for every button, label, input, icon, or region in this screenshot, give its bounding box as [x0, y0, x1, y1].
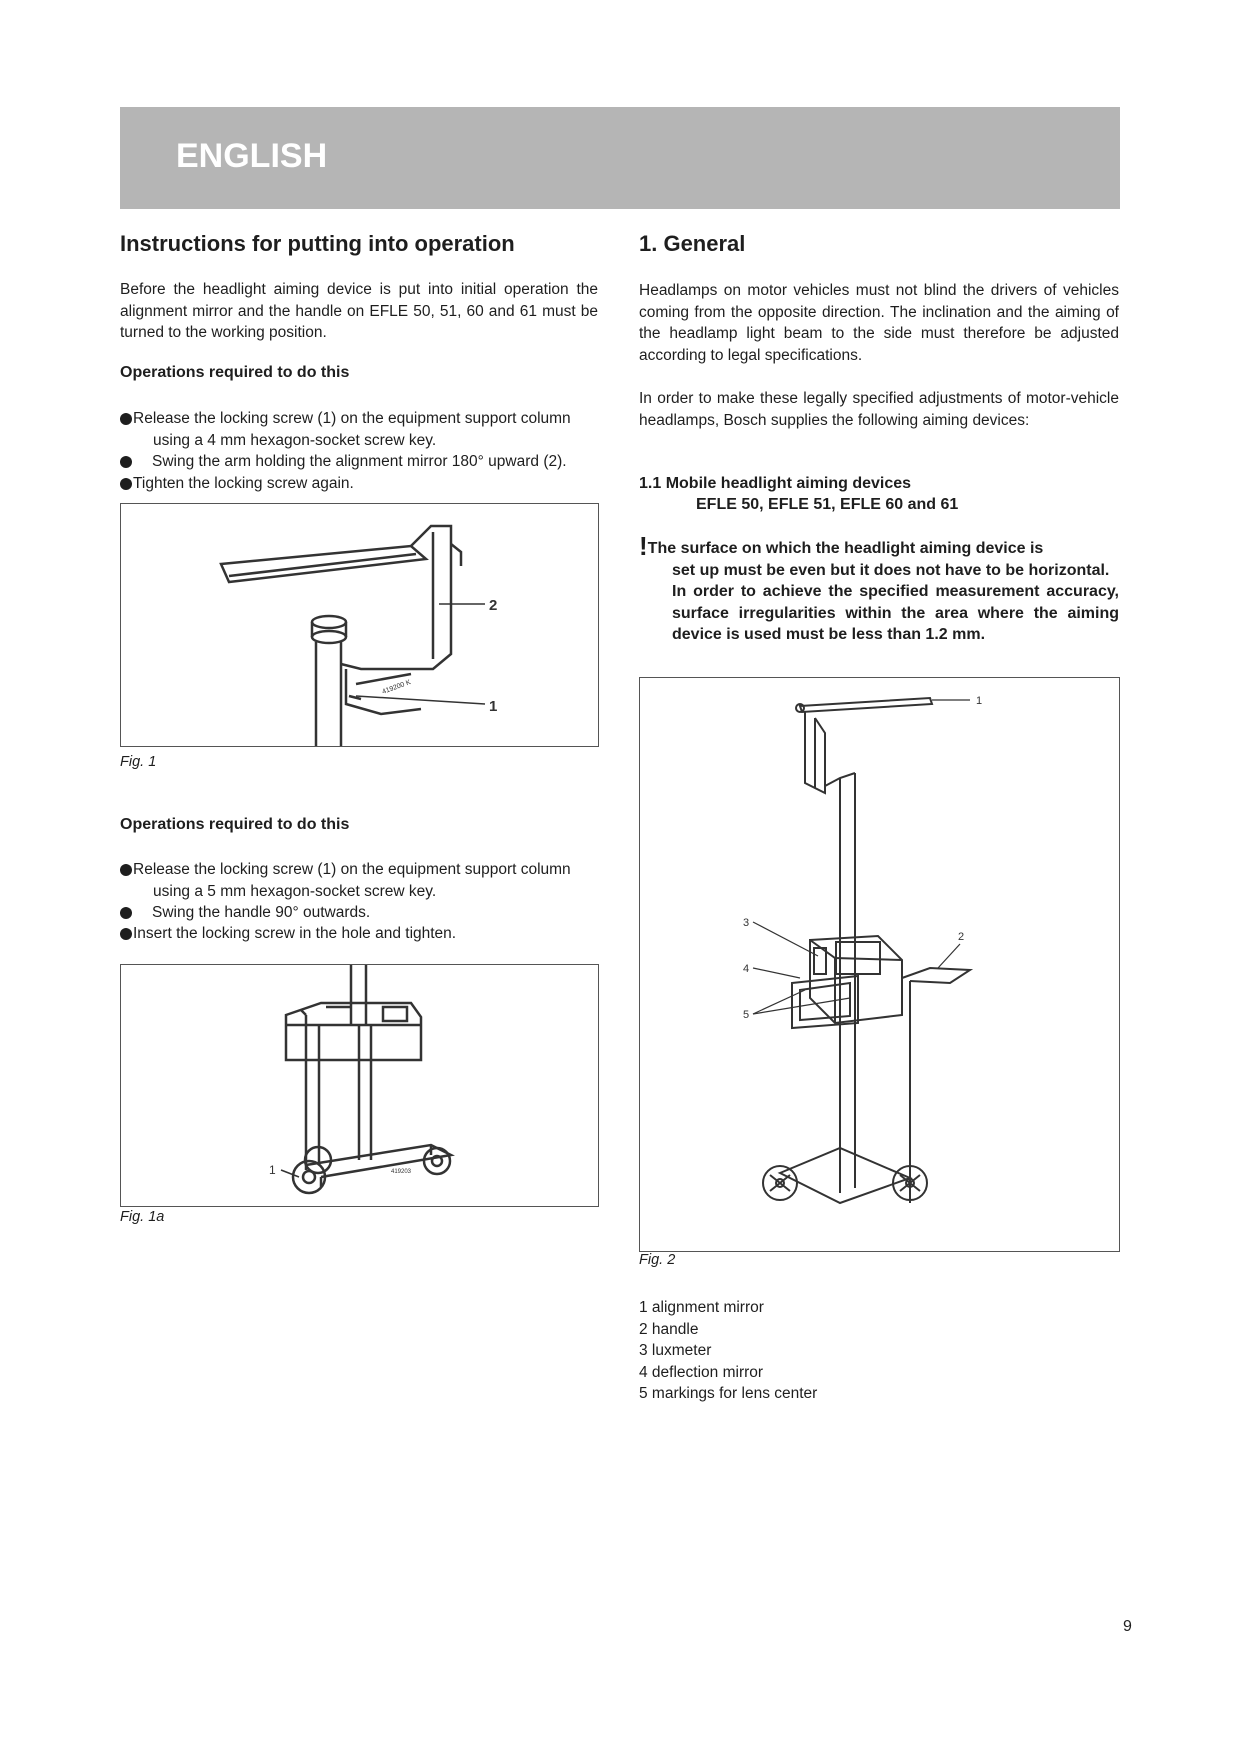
fig1-drawing: [121, 504, 598, 746]
fig2-label-3: 3: [743, 917, 750, 929]
fig2-label-1: 1: [976, 695, 983, 707]
fig1a-drawing: [121, 965, 598, 1206]
legend-item: 1 alignment mirror: [639, 1299, 764, 1316]
legend-item: 3 luxmeter: [639, 1342, 712, 1359]
intro-paragraph: Before the headlight aiming device is put into initial operation the alignment mirror and the handle on EFLE 50, 51, 60 and 61 must be turned to the working position.: [120, 281, 598, 341]
fig1a-illustration: [120, 964, 599, 1207]
warning-exclamation-icon: !: [639, 531, 648, 561]
fig2-legend: [639, 1297, 817, 1405]
language-banner: [120, 107, 1120, 209]
fig1a-label-1: 1: [269, 1163, 276, 1177]
bullet-dot-icon: [120, 413, 132, 425]
subsection-models: EFLE 50, EFLE 51, EFLE 60 and 61: [696, 496, 959, 513]
fig1-label-2: 2: [489, 597, 498, 614]
ops2-bullet-1: Release the locking screw (1) on the equipment support column using a 5 mm hexagon-socket screw key.: [120, 859, 590, 902]
legend-item: 2 handle: [639, 1320, 699, 1338]
general-paragraph-2: In order to make these legally specified adjustments of motor-vehicle headlamps, Bosch supplies the following aiming devices:: [639, 390, 1119, 429]
fig2-caption: Fig. 2: [639, 1252, 676, 1268]
subsection-heading: [639, 475, 958, 514]
general-paragraph-1: Headlamps on motor vehicles must not blind the drivers of vehicles coming from the opposite direction. The inclination and the aiming of the headlamp light beam to the side must therefore be adjusted according to legal specifications.: [639, 282, 1119, 364]
legend-item: 5 markings for lens center: [639, 1385, 818, 1402]
legend-item: 4 deflection mirror: [639, 1363, 764, 1381]
banner-title: ENGLISH: [176, 137, 328, 175]
page-number: 9: [1123, 1618, 1132, 1635]
fig2-illustration: [639, 677, 1120, 1252]
ops2-bullet-2: Swing the handle 90° outwards.: [120, 902, 590, 924]
fig2-label-5: 5: [743, 1009, 750, 1021]
warning-line-1: !The surface on which the headlight aiming device is: [639, 531, 1044, 561]
fig1-caption: Fig. 1: [120, 754, 157, 770]
fig1-part-number: 419200 K: [381, 679, 412, 696]
fig1-label-1: 1: [489, 698, 498, 715]
warning-paragraph-2: In order to achieve the specified measurement accuracy, surface irregularities within the area where the aiming device is used must be less than 1.2 mm.: [672, 583, 1119, 643]
warning-notice: [639, 531, 1119, 646]
bullet-dot-icon: [120, 928, 132, 940]
ops2-heading: Operations required to do this: [120, 816, 350, 833]
bullet-dot-icon: [120, 864, 132, 876]
bullet-dot-icon: [120, 907, 132, 919]
ops2-bullet-3: Insert the locking screw in the hole and tighten.: [120, 923, 590, 945]
fig1-illustration: [120, 503, 599, 747]
ops1-bullet-1: Release the locking screw (1) on the equipment support column using a 4 mm hexagon-socket screw key.: [120, 408, 590, 451]
fig1a-caption: Fig. 1a: [120, 1209, 165, 1225]
fig1a-part-number: 419203: [391, 1169, 412, 1175]
ops1-bullet-2: Swing the arm holding the alignment mirror 180° upward (2).: [120, 451, 610, 473]
bullet-dot-icon: [120, 456, 132, 468]
fig2-drawing: [640, 678, 1119, 1251]
right-heading: 1. General: [639, 231, 746, 256]
fig2-label-2: 2: [958, 931, 965, 943]
subsection-title: 1.1 Mobile headlight aiming devices: [639, 475, 912, 492]
ops1-heading: Operations required to do this: [120, 364, 350, 381]
left-heading: Instructions for putting into operation: [120, 231, 515, 256]
warning-line-rest: set up must be even but it does not have to be horizontal.: [672, 561, 1110, 579]
fig2-label-4: 4: [743, 963, 750, 975]
bullet-dot-icon: [120, 478, 132, 490]
ops1-bullet-3: Tighten the locking screw again.: [120, 473, 590, 495]
